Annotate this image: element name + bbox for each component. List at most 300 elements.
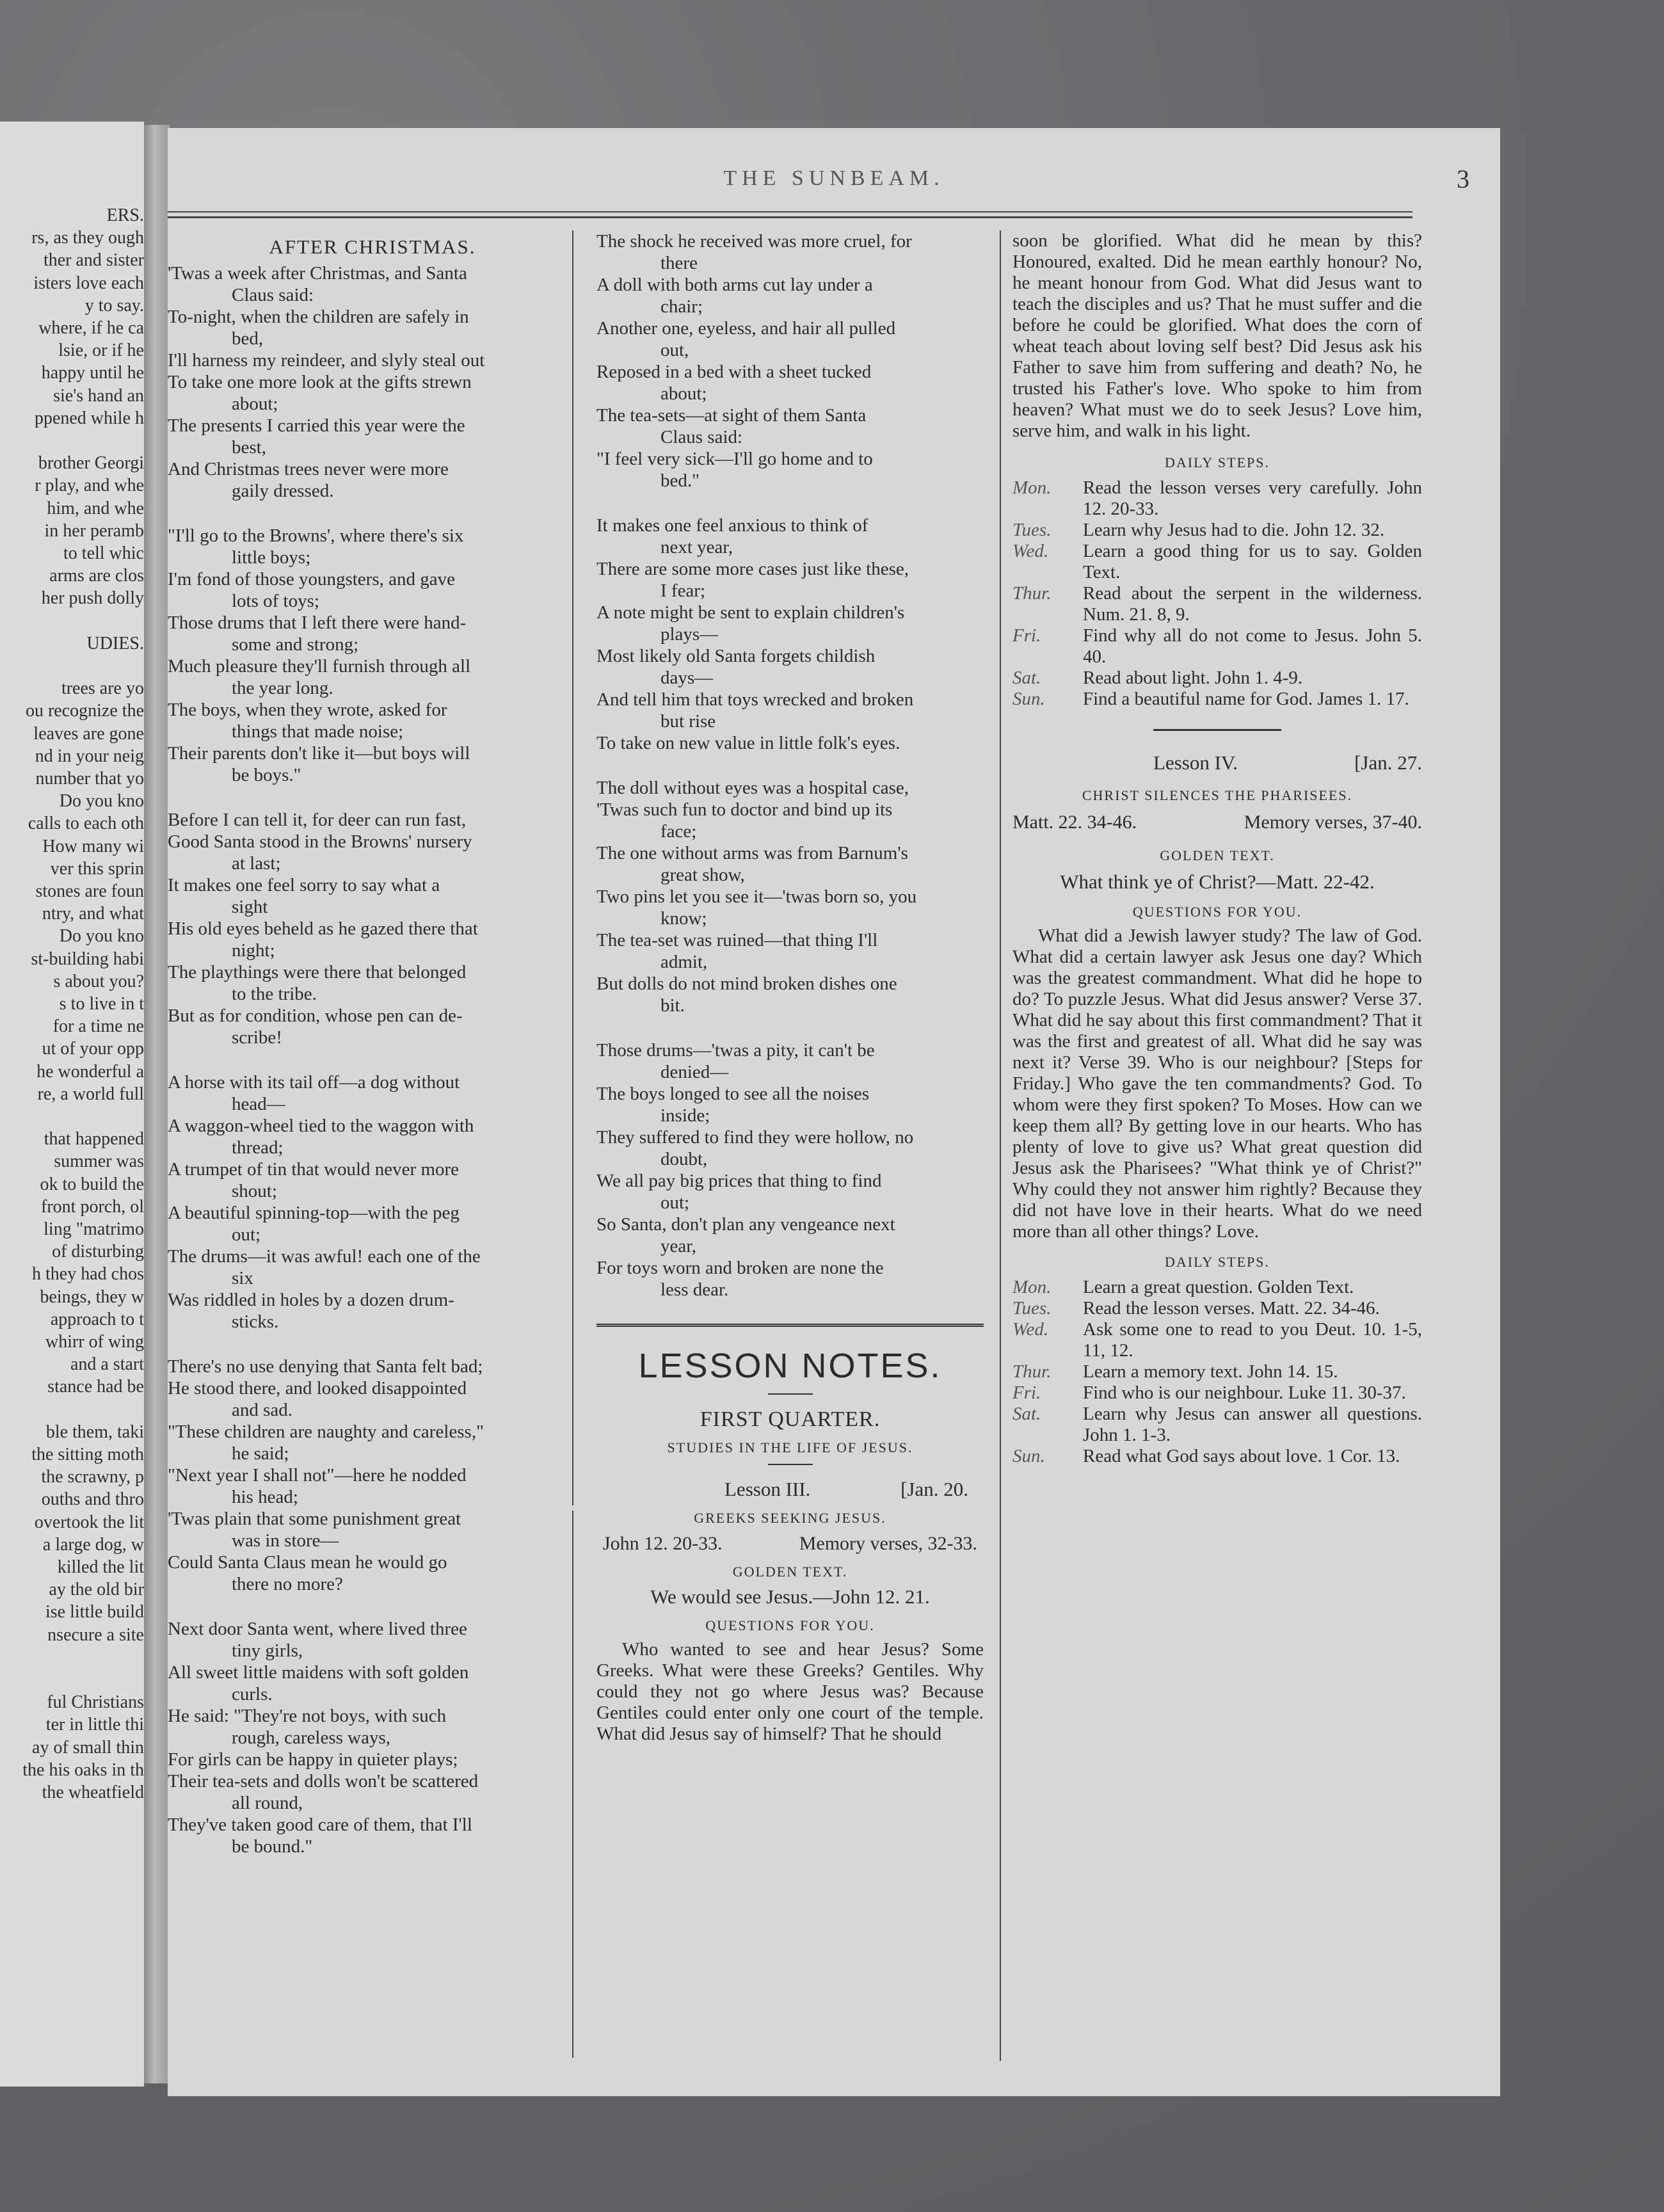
lesson-4-golden-text: What think ye of Christ?—Matt. 22-42.	[1060, 870, 1375, 893]
daily-step	[1012, 1319, 1422, 1361]
fragment-line: overtook the lit	[34, 1512, 144, 1532]
lesson-4-questions	[1012, 926, 1422, 1242]
poem-line-continuation: was in store—	[232, 1530, 339, 1551]
fragment-line: ou recognize the	[25, 701, 144, 721]
poem-stanza	[168, 809, 577, 1048]
fragment-line: trees are yo	[61, 678, 144, 699]
poem-line	[168, 1071, 577, 1115]
poem-line	[168, 961, 577, 1005]
poem-line-continuation: face;	[660, 821, 697, 842]
fragment-line: h they had chos	[32, 1264, 144, 1285]
poem-line-continuation: great show,	[660, 865, 745, 885]
poem-line-text: 'Twas a week after Christmas, and Santa	[168, 263, 467, 284]
poem-line	[168, 349, 577, 371]
fragment-line: Do you kno	[59, 926, 144, 947]
poem-line-continuation: tiny girls,	[232, 1640, 303, 1661]
poem-line-text: All sweet little maidens with soft golden	[168, 1662, 469, 1683]
poem-line-text: A beautiful spinning-top—with the peg	[168, 1203, 460, 1223]
fragment-line: y to say.	[84, 295, 144, 316]
poem-line-text: "I'll go to the Browns', where there's six	[168, 525, 464, 546]
step-text: Read about light. John 1. 4-9.	[1083, 668, 1303, 688]
daily-step	[1012, 1277, 1422, 1298]
poem-line	[596, 515, 984, 558]
poem-line	[596, 230, 984, 274]
lesson-3-subject: GREEKS SEEKING JESUS.	[694, 1510, 886, 1526]
poem-line-text: I'm fond of those youngsters, and gave	[168, 569, 455, 589]
fragment-line: r play, and whe	[35, 476, 144, 496]
poem-line	[168, 699, 577, 742]
fragment-line: calls to each oth	[28, 813, 144, 834]
poem-line-continuation: there no more?	[232, 1574, 343, 1594]
lesson-4-date: [Jan. 27.	[1354, 751, 1422, 774]
fragment-line: he wonderful a	[36, 1061, 144, 1082]
poem-line	[168, 1464, 577, 1508]
poem-line-text: There are some more cases just like these,	[596, 559, 909, 579]
poem-line-text: 'Twas plain that some punishment great	[168, 1509, 461, 1529]
poem-line	[168, 1705, 577, 1749]
fragment-line: the wheatfield	[42, 1783, 144, 1802]
poem-line-text: He said: "They're not boys, with such	[168, 1706, 447, 1726]
poem-line-continuation: out,	[660, 340, 689, 360]
poem-line	[596, 361, 984, 405]
studies-heading: STUDIES IN THE LIFE OF JESUS.	[667, 1439, 913, 1455]
fragment-line: in her peramb	[44, 520, 144, 541]
step-day: Wed.	[1012, 1319, 1049, 1340]
fragment-line: ppened while h	[34, 408, 144, 428]
poem-line-continuation: some and strong;	[232, 634, 359, 655]
poem-line-continuation: bed,	[232, 328, 264, 349]
poem-line	[168, 1618, 577, 1662]
fragment-line: sie's hand an	[53, 385, 144, 406]
step-day: Fri.	[1012, 1382, 1041, 1403]
poem-line-text: I'll harness my reindeer, and slyly steal out	[168, 350, 485, 371]
questions-text: What did a Jewish lawyer study? The law of God. What did a certain lawyer ask Jesus one day? Which was the greatest commandment. What did he hope to do? To puzzle Jesus. What did Jesus answer? Verse 37. What did he say about this first commandment? That it was the first and greatest of all. What did he say was next it? Verse 39. Who is our neighbour? [Steps for Friday.] Who gave the ten commandments? God. To whom were they first spoken? To Moses. How can we keep them all? By getting love in our hearts. Who has plenty of love to give us? What great question did Jesus ask the Pharisees? "What think ye of Christ?" Why could they not answer him rightly? Because they did not have love in their hearts. What do we need more than all other things? Love.	[1012, 926, 1422, 1242]
poem-line-continuation: thread;	[232, 1137, 284, 1158]
poem-line	[596, 448, 984, 492]
poem-line-text: They've taken good care of them, that I'll	[168, 1815, 472, 1835]
step-text: Learn a memory text. John 14. 15.	[1083, 1361, 1338, 1382]
poem-line-text: Their parents don't like it—but boys will	[168, 743, 470, 764]
poem-line-continuation: rough, careless ways,	[232, 1727, 391, 1748]
publication-title: THE SUNBEAM.	[723, 166, 945, 190]
poem-line	[596, 689, 984, 732]
poem-line-continuation: curls.	[232, 1684, 273, 1704]
poem-line-continuation: know;	[660, 908, 707, 929]
poem-line-text: "I feel very sick—I'll go home and to	[596, 449, 873, 469]
poem-line-continuation: things that made noise;	[232, 721, 404, 742]
poem-line	[596, 1083, 984, 1126]
poem-stanza	[596, 1039, 984, 1301]
fragment-line: approach to t	[50, 1309, 144, 1329]
daily-steps-heading: DAILY STEPS.	[1165, 454, 1270, 470]
poem-line-text: The one without arms was from Barnum's	[596, 843, 908, 863]
poem-line-text: Good Santa stood in the Browns' nursery	[168, 831, 472, 852]
poem-line-continuation: lots of toys;	[232, 591, 319, 611]
step-text: Learn why Jesus had to die. John 12. 32.	[1083, 520, 1385, 540]
poem-line-continuation: Claus said:	[232, 285, 314, 305]
poem-line-continuation: best,	[232, 437, 266, 458]
step-day: Sat.	[1012, 668, 1041, 688]
step-day: Mon.	[1012, 1277, 1052, 1297]
fragment-line: stones are foun	[35, 881, 144, 901]
poem-line	[596, 732, 984, 754]
fragment-line: the sitting moth	[31, 1445, 144, 1464]
poem-line-text: The playthings were there that belonged	[168, 962, 467, 982]
lesson-3-line	[596, 1478, 984, 1501]
questions-text: Who wanted to see and hear Jesus? Some Greeks. What were these Greeks? Gentiles. Why could they not go where Jesus was? Because Gentiles could enter only one court of the temple. What did Jesus say of himself? That he should	[596, 1639, 984, 1744]
step-text: Learn why Jesus can answer all questions. John 1. 1-3.	[1083, 1404, 1422, 1445]
lesson-3-golden-text: We would see Jesus.—John 12. 21.	[650, 1585, 930, 1608]
poem-line	[596, 1039, 984, 1083]
poem-line-continuation: and sad.	[232, 1400, 293, 1420]
poem-line-continuation: head—	[232, 1094, 285, 1114]
poem-line-continuation: about;	[660, 383, 707, 404]
daily-step	[1012, 1446, 1422, 1467]
poem-line-continuation: night;	[232, 940, 275, 961]
fragment-line: ay of small thin	[32, 1737, 144, 1758]
daily-step	[1012, 477, 1422, 520]
poem-line-continuation: out;	[232, 1224, 261, 1245]
poem-line-continuation: little boys;	[232, 547, 311, 568]
daily-step	[1012, 1361, 1422, 1382]
fragment-line: rs, as they ough	[31, 228, 144, 248]
fragment-line: killed the lit	[57, 1557, 144, 1577]
poem-stanza	[168, 1618, 577, 1857]
poem-line-text: The drums—it was awful! each one of the	[168, 1246, 481, 1267]
poem-line	[596, 405, 984, 448]
lesson-3-label: Lesson III.	[724, 1478, 811, 1500]
step-day: Sun.	[1012, 1446, 1045, 1466]
fragment-line: ouths and thro	[41, 1489, 144, 1510]
fragment-line: ter in little thi	[45, 1715, 144, 1735]
fragment-line: beings, they w	[40, 1286, 144, 1307]
poem-line	[596, 1214, 984, 1257]
daily-step	[1012, 520, 1422, 541]
left-page-fragment	[0, 122, 144, 2087]
poem-body-part-2	[596, 230, 984, 1301]
page-gutter	[144, 125, 170, 2083]
poem-line	[168, 1377, 577, 1421]
poem-line	[168, 1551, 577, 1595]
poem-line	[596, 842, 984, 886]
poem-line-continuation: chair;	[660, 296, 703, 317]
fragment-line: ay the old bir	[49, 1580, 144, 1600]
poem-line-continuation: out;	[660, 1192, 690, 1213]
step-day: Thur.	[1012, 1361, 1052, 1382]
poem-stanza	[596, 777, 984, 1016]
poem-line-continuation: he said;	[232, 1443, 289, 1464]
fragment-line: for a time ne	[52, 1016, 144, 1037]
poem-line-continuation: at last;	[232, 853, 281, 874]
poem-line	[596, 929, 984, 973]
lesson-4-memory: Memory verses, 37-40.	[1244, 812, 1422, 833]
poem-line	[168, 1770, 577, 1814]
page-header	[168, 166, 1500, 192]
lesson-4-reference	[1012, 812, 1422, 833]
fragment-line: ver this sprin	[50, 858, 144, 879]
poem-line-continuation: days—	[660, 668, 714, 688]
poem-line-continuation: next year,	[660, 537, 733, 557]
poem-line	[596, 317, 984, 361]
lesson-4-daily-steps	[1012, 1277, 1422, 1467]
poem-line-text: A doll with both arms cut lay under a	[596, 275, 873, 295]
poem-line	[596, 973, 984, 1016]
daily-step	[1012, 541, 1422, 583]
poem-line-text: The tea-sets—at sight of them Santa	[596, 405, 867, 426]
poem-line	[596, 558, 984, 602]
lesson-3-questions-cont	[1012, 230, 1422, 442]
questions-continued-text: soon be glorified. What did he mean by this? Honoured, exalted. Did he mean earthly honour? No, he meant honour from God. What did Jesus want to teach the disciples and us? That he must suffer and die before he could be glorified. What does the corn of wheat teach about loving self best? Did Jesus ask his Father to save him from suffering and death? No, he trusted his Father's love. Who spoke to him from heaven? What must we do to seek Jesus? Love him, serve him, and walk in his light.	[1012, 230, 1422, 441]
daily-steps-heading: DAILY STEPS.	[1165, 1254, 1270, 1270]
poem-line-continuation: but rise	[660, 711, 716, 732]
poem-stanza	[596, 230, 984, 492]
poem-line	[168, 1508, 577, 1551]
fragment-line: s to live in t	[59, 994, 144, 1014]
column-divider	[1000, 230, 1001, 2061]
step-text: Read what God says about love. 1 Cor. 13.	[1083, 1446, 1400, 1466]
poem-line-continuation: I fear;	[660, 581, 706, 601]
poem-line-text: The doll without eyes was a hospital case,	[596, 778, 909, 798]
poem-line-continuation: bed."	[660, 470, 700, 491]
poem-line	[596, 645, 984, 689]
column-2	[577, 230, 996, 1745]
step-day: Wed.	[1012, 541, 1049, 561]
daily-step	[1012, 689, 1422, 710]
poem-line-continuation: sticks.	[232, 1311, 279, 1332]
step-text: Find a beautiful name for God. James 1. 17.	[1083, 689, 1409, 709]
poem-line-continuation: his head;	[232, 1487, 298, 1507]
poem-line	[168, 1356, 577, 1377]
poem-line-text: It makes one feel anxious to think of	[596, 515, 868, 536]
fragment-line: re, a world full	[37, 1084, 144, 1104]
daily-step	[1012, 583, 1422, 625]
quarter-heading: FIRST QUARTER.	[700, 1407, 881, 1431]
poem-line-text: It makes one feel sorry to say what a	[168, 875, 440, 895]
poem-line-text: A waggon-wheel tied to the waggon with	[168, 1116, 474, 1136]
fragment-line: Do you kno	[59, 791, 144, 812]
poem-line-text: The shock he received was more cruel, for	[596, 231, 912, 252]
poem-line-continuation: doubt,	[660, 1149, 708, 1169]
poem-line	[168, 1158, 577, 1202]
poem-line-text: To take one more look at the gifts strewn	[168, 372, 472, 392]
poem-stanza	[168, 262, 577, 502]
poem-line	[168, 371, 577, 415]
poem-line-continuation: admit,	[660, 952, 708, 972]
poem-line	[168, 568, 577, 612]
step-day: Tues.	[1012, 1298, 1052, 1318]
poem-line	[596, 274, 984, 317]
fragment-line: ok to build the	[40, 1174, 144, 1194]
poem-line	[596, 777, 984, 799]
poem-line-text: For girls can be happy in quieter plays;	[168, 1749, 458, 1770]
poem-line	[168, 1421, 577, 1464]
column-1	[168, 230, 596, 1880]
poem-line-text: Those drums—'twas a pity, it can't be	[596, 1040, 875, 1061]
poem-line-continuation: Claus said:	[660, 427, 743, 447]
poem-line-text: A trumpet of tin that would never more	[168, 1159, 460, 1180]
fragment-line: to tell whic	[63, 543, 144, 563]
poem-line-text: Those drums that I left there were hand-	[168, 613, 467, 633]
step-day: Fri.	[1012, 625, 1041, 646]
fragment-line: st-building habi	[31, 949, 144, 969]
lesson-4-line	[1012, 751, 1422, 774]
fragment-line: nsecure a site	[47, 1624, 144, 1645]
fragment-line: ling "matrimo	[44, 1219, 144, 1239]
header-rule	[168, 211, 1412, 218]
daily-step	[1012, 668, 1422, 689]
lesson-3-reference	[596, 1533, 984, 1555]
step-text: Find who is our neighbour. Luke 11. 30-37.	[1083, 1382, 1406, 1403]
poem-body-part-1	[168, 262, 577, 1857]
fragment-line: nd in your neig	[35, 746, 144, 766]
poem-line-continuation: inside;	[660, 1105, 710, 1126]
fragment-line: whirr of wing	[45, 1332, 144, 1352]
poem-line-text: "These children are naughty and careless,"	[168, 1422, 484, 1442]
step-text: Read the lesson verses. Matt. 22. 34-46.	[1083, 1298, 1380, 1318]
poem-line-continuation: six	[232, 1268, 253, 1288]
poem-line-text: But dolls do not mind broken dishes one	[596, 974, 897, 994]
poem-line	[168, 1814, 577, 1857]
poem-line-continuation: shout;	[232, 1181, 277, 1201]
section-rule	[596, 1324, 984, 1327]
fragment-line: isters love each	[33, 273, 144, 293]
fragment-line: ise little build	[45, 1602, 144, 1623]
poem-line-continuation: to the tribe.	[232, 984, 317, 1004]
fragment-line: number that yo	[35, 769, 144, 789]
poem-line-text: The boys longed to see all the noises	[596, 1084, 870, 1104]
poem-line-continuation: year,	[660, 1236, 696, 1256]
poem-line	[168, 742, 577, 786]
poem-stanza	[168, 525, 577, 786]
poem-line-text: And Christmas trees never were more	[168, 459, 449, 479]
poem-line-text: A horse with its tail off—a dog without	[168, 1072, 460, 1093]
poem-line	[596, 1170, 984, 1214]
poem-line	[168, 525, 577, 568]
poem-line	[168, 458, 577, 502]
daily-step	[1012, 1298, 1422, 1319]
poem-line-text: There's no use denying that Santa felt bad;	[168, 1356, 483, 1377]
poem-line-text: They suffered to find they were hollow, no	[596, 1127, 914, 1148]
fragment-line: ut of your opp	[42, 1039, 144, 1059]
poem-line-text: Before I can tell it, for deer can run fast,	[168, 810, 467, 830]
fragment-line: ble them, taki	[45, 1422, 144, 1442]
poem-line-continuation: about;	[232, 394, 278, 414]
lesson-notes-heading: LESSON NOTES.	[638, 1347, 942, 1385]
step-text: Read the lesson verses very carefully. John 12. 20-33.	[1083, 477, 1422, 519]
short-rule	[768, 1464, 813, 1465]
lesson-4-label: Lesson IV.	[1153, 751, 1238, 774]
step-day: Mon.	[1012, 477, 1052, 498]
fragment-line: leaves are gone	[33, 723, 144, 744]
poem-line-continuation: scribe!	[232, 1027, 282, 1048]
poem-line	[168, 262, 577, 306]
poem-line-text: He stood there, and looked disappointed	[168, 1378, 467, 1399]
poem-line	[168, 1289, 577, 1333]
short-rule	[768, 1393, 813, 1395]
golden-text-heading: GOLDEN TEXT.	[1160, 847, 1275, 863]
fragment-line: a large dog, w	[42, 1534, 144, 1555]
poem-line	[168, 1202, 577, 1246]
poem-line-text: Another one, eyeless, and hair all pulled	[596, 318, 896, 339]
poem-line-continuation: denied—	[660, 1062, 729, 1082]
poem-line-text: Two pins let you see it—'twas born so, you	[596, 886, 917, 907]
fragment-line: front porch, ol	[41, 1196, 144, 1217]
step-text: Learn a great question. Golden Text.	[1083, 1277, 1354, 1297]
poem-line-text: But as for condition, whose pen can de-	[168, 1006, 463, 1026]
fragment-line: of disturbing	[52, 1242, 144, 1262]
fragment-line: arms are clos	[49, 566, 144, 586]
poem-line	[168, 1246, 577, 1289]
daily-step	[1012, 1404, 1422, 1446]
poem-line	[168, 1115, 577, 1158]
step-text: Read about the serpent in the wilderness. Num. 21. 8, 9.	[1083, 583, 1422, 625]
poem-line	[168, 831, 577, 874]
poem-line	[596, 886, 984, 929]
poem-line-continuation: less dear.	[660, 1279, 729, 1300]
newspaper-page	[168, 128, 1500, 2096]
poem-line-text: Much pleasure they'll furnish through all	[168, 656, 471, 677]
poem-line-text: The presents I carried this year were the	[168, 415, 465, 436]
poem-line	[168, 415, 577, 458]
step-text: Learn a good thing for us to say. Golden Text.	[1083, 541, 1422, 582]
poem-line-continuation: bit.	[660, 995, 685, 1016]
fragment-line: ful Christians	[47, 1692, 144, 1713]
fragment-line: the scrawny, p	[41, 1467, 144, 1487]
poem-line-text: His old eyes beheld as he gazed there that	[168, 918, 478, 939]
fragment-line: the his oaks in th	[22, 1759, 144, 1780]
step-day: Tues.	[1012, 520, 1052, 540]
poem-line-continuation: sight	[232, 897, 268, 917]
section-rule	[1153, 729, 1281, 731]
poem-line-text: To take on new value in little folk's eyes.	[596, 733, 900, 753]
poem-line-text: To-night, when the children are safely in	[168, 307, 469, 327]
poem-line	[168, 874, 577, 918]
questions-heading: QUESTIONS FOR YOU.	[705, 1617, 875, 1633]
poem-line-continuation: be bound."	[232, 1836, 313, 1857]
step-text: Find why all do not come to Jesus. John 5. 40.	[1083, 625, 1422, 667]
lesson-3-daily-steps	[1012, 477, 1422, 710]
poem-line	[168, 1662, 577, 1705]
fragment-line: stance had be	[47, 1377, 144, 1397]
fragment-line: and a start	[70, 1354, 144, 1375]
poem-line	[168, 612, 577, 655]
poem-line-text: Next door Santa went, where lived three	[168, 1619, 467, 1639]
step-day: Sat.	[1012, 1404, 1041, 1424]
poem-line-text: So Santa, don't plan any vengeance next	[596, 1214, 895, 1235]
poem-line-text: Reposed in a bed with a sheet tucked	[596, 362, 872, 382]
poem-line-text: "Next year I shall not"—here he nodded	[168, 1465, 467, 1486]
poem-line-text: Could Santa Claus mean he would go	[168, 1552, 447, 1573]
poem-line-text: Most likely old Santa forgets childish	[596, 646, 876, 666]
fragment-line: ther and sister	[43, 250, 144, 271]
poem-line	[168, 1005, 577, 1048]
fragment-line: lsie, or if he	[58, 341, 144, 361]
poem-title: AFTER CHRISTMAS.	[269, 236, 476, 258]
poem-line	[168, 1749, 577, 1770]
poem-line	[596, 799, 984, 842]
poem-line-text: The boys, when they wrote, asked for	[168, 700, 447, 720]
daily-step	[1012, 625, 1422, 668]
fragment-line: where, if he ca	[38, 318, 144, 338]
step-day: Sun.	[1012, 689, 1045, 709]
fragment-line: that happened	[44, 1129, 144, 1150]
poem-line-text: For toys worn and broken are none the	[596, 1258, 884, 1278]
fragment-line: s about you?	[53, 971, 144, 991]
poem-line	[168, 809, 577, 831]
fragment-line: him, and whe	[47, 498, 144, 518]
poem-line-text: And tell him that toys wrecked and broken	[596, 689, 914, 710]
fragment-line: How many wi	[42, 836, 144, 856]
